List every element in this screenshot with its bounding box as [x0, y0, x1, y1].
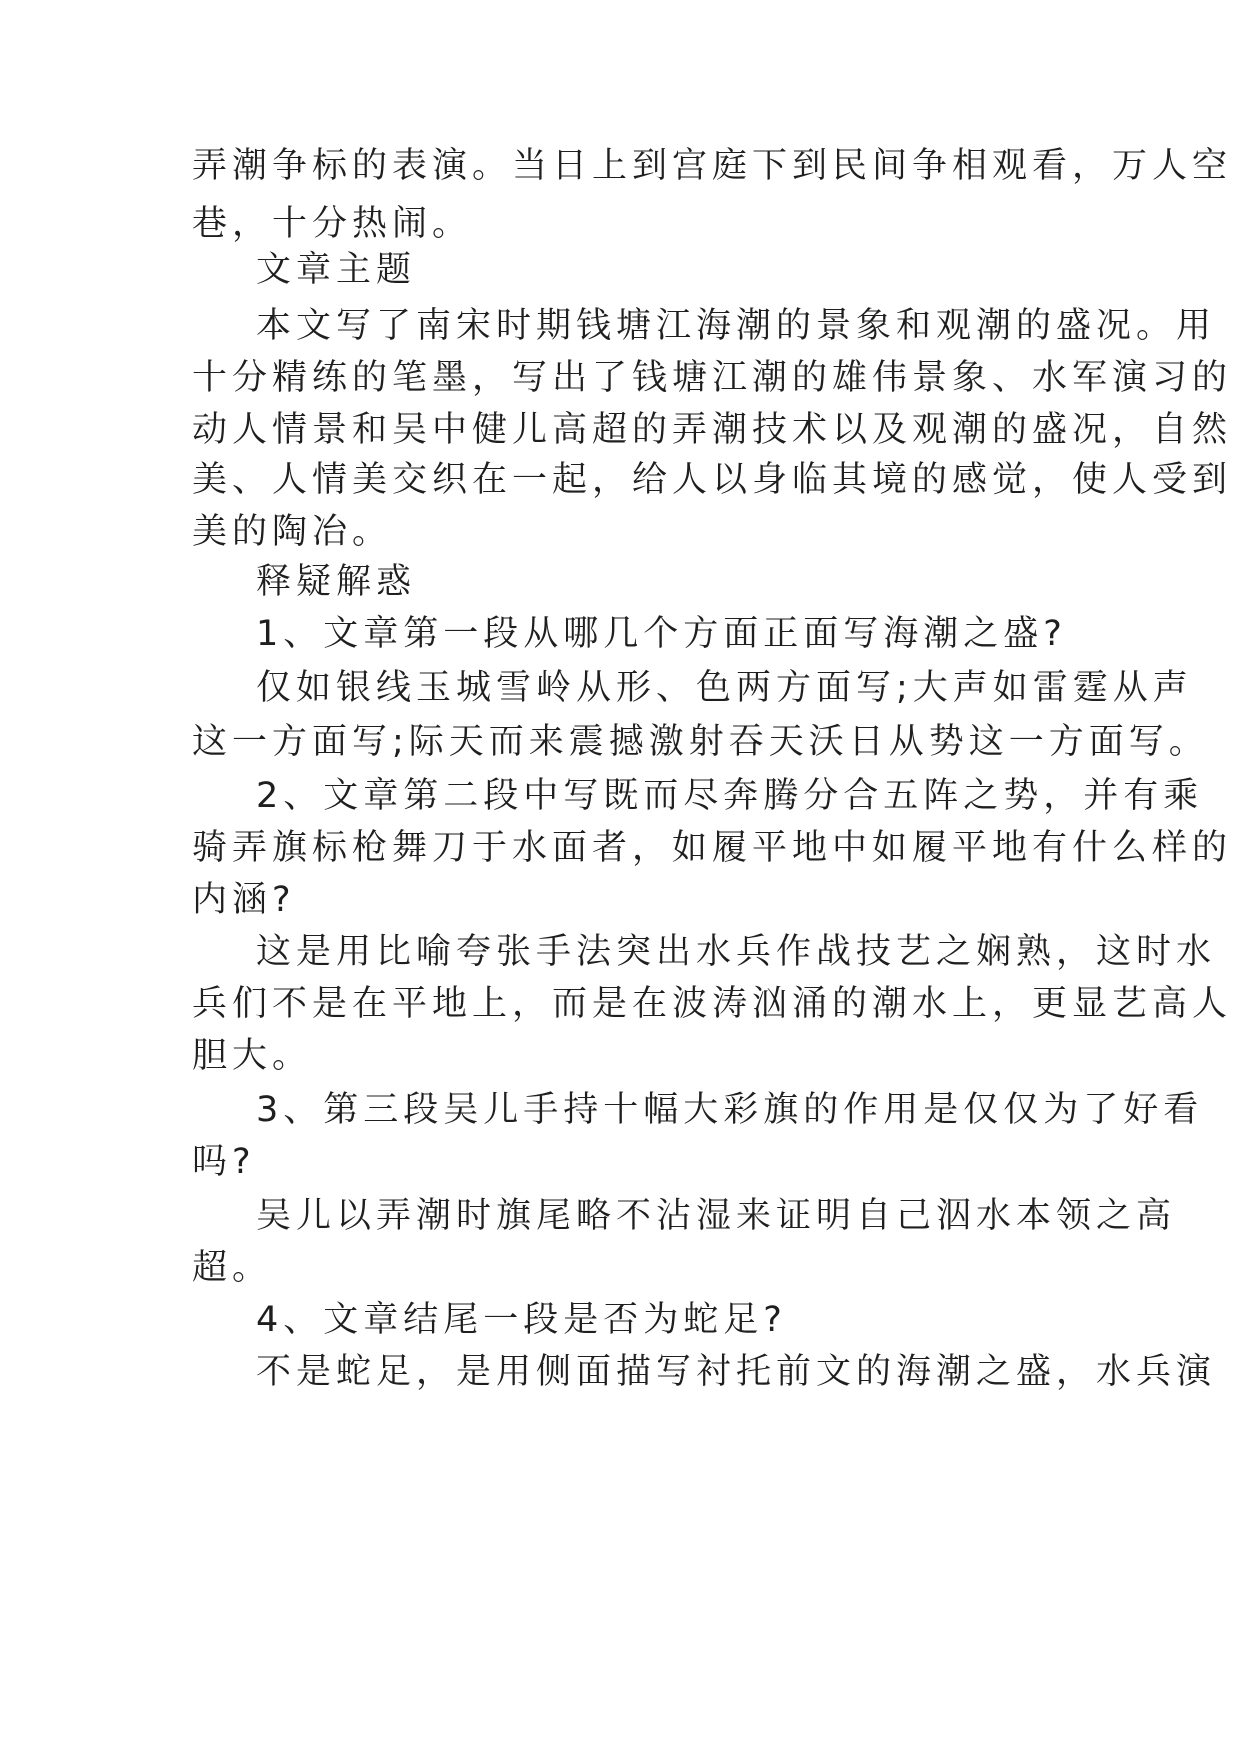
text-line: 吗?	[192, 1142, 256, 1182]
text-line: 吴儿以弄潮时旗尾略不沾湿来证明自己泅水本领之高	[256, 1196, 1177, 1236]
text-line: 十分精练的笔墨，写出了钱塘江潮的雄伟景象、水军演习的	[192, 358, 1233, 398]
text-line: 胆大。	[192, 1036, 313, 1076]
section-heading-theme: 文章主题	[256, 250, 417, 290]
text-line: 这是用比喻夸张手法突出水兵作战技艺之娴熟，这时水	[256, 932, 1217, 972]
text-line: 超。	[192, 1248, 273, 1288]
text-line: 内涵?	[192, 880, 296, 920]
text-line: 美的陶冶。	[192, 512, 393, 552]
text-line: 兵们不是在平地上，而是在波涛汹涌的潮水上，更显艺高人	[192, 984, 1233, 1024]
question-2: 2、文章第二段中写既而尽奔腾分合五阵之势，并有乘	[256, 776, 1204, 816]
text-line: 本文写了南宋时期钱塘江海潮的景象和观潮的盛况。用	[256, 306, 1217, 346]
question-1: 1、文章第一段从哪几个方面正面写海潮之盛?	[256, 614, 1067, 654]
text-line: 巷，十分热闹。	[192, 204, 473, 244]
text-line: 仅如银线玉城雪岭从形、色两方面写;大声如雷霆从声	[256, 668, 1193, 708]
text-line: 这一方面写;际天而来震撼激射吞天沃日从势这一方面写。	[192, 722, 1209, 762]
text-line: 不是蛇足，是用侧面描写衬托前文的海潮之盛，水兵演	[256, 1352, 1217, 1392]
text-line: 动人情景和吴中健儿高超的弄潮技术以及观潮的盛况，自然	[192, 410, 1233, 450]
section-heading-qa: 释疑解惑	[256, 562, 417, 602]
text-line: 弄潮争标的表演。当日上到宫庭下到民间争相观看，万人空	[192, 146, 1233, 186]
text-line: 骑弄旗标枪舞刀于水面者，如履平地中如履平地有什么样的	[192, 828, 1233, 868]
question-3: 3、第三段吴儿手持十幅大彩旗的作用是仅仅为了好看	[256, 1090, 1204, 1130]
question-4: 4、文章结尾一段是否为蛇足?	[256, 1300, 787, 1340]
text-line: 美、人情美交织在一起，给人以身临其境的感觉，使人受到	[192, 460, 1233, 500]
